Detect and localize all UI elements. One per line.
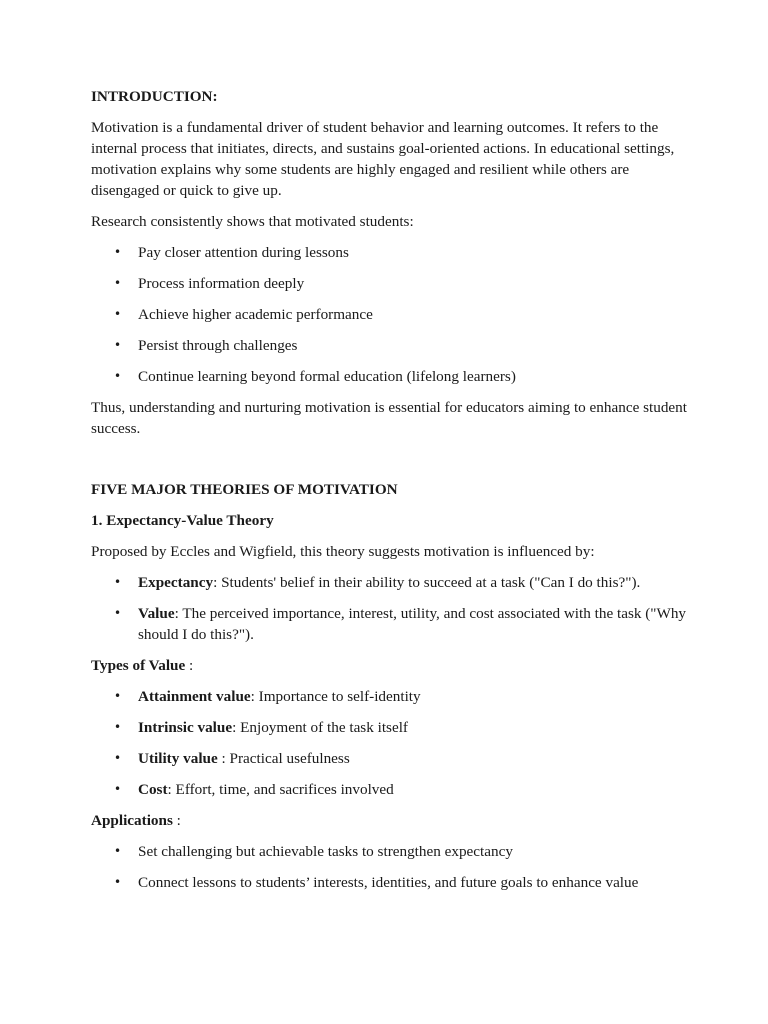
list-item	[91, 779, 691, 800]
term: Attainment value	[138, 688, 251, 705]
list-item: • Achieve higher academic performance	[91, 304, 691, 325]
list-item: • Connect lessons to students’ interests, identities, and future goals to enhance value	[91, 872, 691, 893]
definition: : Enjoyment of the task itself	[232, 719, 408, 736]
types-of-value-list	[91, 686, 691, 800]
definition: : The perceived importance, interest, utility, and cost associated with the task ("Why should I do this?").	[138, 605, 687, 643]
theory-1-title: 1. Expectancy-Value Theory	[91, 512, 274, 529]
theories-heading: FIVE MAJOR THEORIES OF MOTIVATION	[91, 481, 398, 498]
applications-list	[91, 841, 691, 893]
theory-1-intro: Proposed by Eccles and Wigfield, this theory suggests motivation is influenced by:	[91, 543, 595, 560]
term: Utility value	[138, 750, 218, 767]
motivated-students-list	[91, 242, 691, 387]
types-of-value-term: Types of Value	[91, 657, 186, 674]
list-item: • Persist through challenges	[91, 335, 691, 356]
list-item	[91, 572, 691, 593]
list-item: • Process information deeply	[91, 273, 691, 294]
term: Value	[138, 605, 175, 622]
applications-suffix: :	[172, 812, 181, 829]
list-item: • Set challenging but achievable tasks to strengthen expectancy	[91, 841, 691, 862]
applications-label	[91, 810, 691, 831]
theory-components-list	[91, 572, 691, 645]
list-item: • Continue learning beyond formal education (lifelong learners)	[91, 366, 691, 387]
document-body	[91, 86, 691, 893]
introduction-heading: INTRODUCTION:	[91, 88, 218, 105]
applications-term: Applications	[91, 812, 173, 829]
term: Intrinsic value	[138, 719, 233, 736]
term: Cost	[138, 781, 168, 798]
list-item	[91, 717, 691, 738]
intro-paragraph-1: Motivation is a fundamental driver of student behavior and learning outcomes. It refers to the internal process that initiates, directs, and sustains goal-oriented actions. In educational settings, motivation explains why some students are highly engaged and resilient while others are disengaged or quick to give up.	[91, 119, 675, 199]
definition: : Students' belief in their ability to succeed at a task ("Can I do this?").	[213, 574, 641, 591]
intro-paragraph-3: Thus, understanding and nurturing motivation is essential for educators aiming to enhance student success.	[91, 399, 687, 437]
definition: : Importance to self-identity	[250, 688, 421, 705]
definition: : Practical usefulness	[217, 750, 350, 767]
types-of-value-label	[91, 655, 691, 676]
definition: : Effort, time, and sacrifices involved	[167, 781, 394, 798]
types-of-value-suffix: :	[185, 657, 194, 674]
list-item	[91, 603, 691, 645]
term: Expectancy	[138, 574, 214, 591]
intro-paragraph-2: Research consistently shows that motivated students:	[91, 213, 414, 230]
list-item	[91, 748, 691, 769]
list-item	[91, 686, 691, 707]
list-item: • Pay closer attention during lessons	[91, 242, 691, 263]
